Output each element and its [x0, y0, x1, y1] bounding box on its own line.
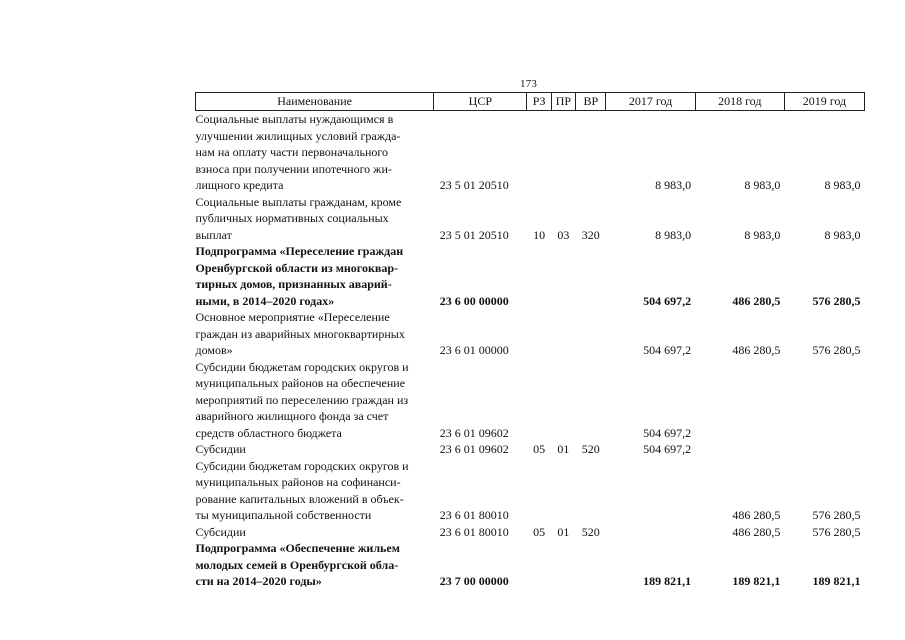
- row-value-2018: 8 983,0: [744, 178, 781, 192]
- row-vr: [576, 309, 606, 359]
- row-name-line: Подпрограмма «Обеспечение жильем: [195, 541, 400, 555]
- row-value-2019: 8 983,0: [824, 227, 861, 242]
- header-rz: РЗ: [527, 93, 551, 111]
- row-value-2017: 504 697,2: [643, 293, 692, 308]
- row-name-line: Субсидии бюджетам городских округов и: [195, 359, 409, 374]
- row-name: [196, 111, 434, 194]
- row-name-line: домов»: [195, 343, 233, 357]
- budget-table: [195, 92, 865, 590]
- row-value-2018: 486 280,5: [732, 508, 781, 522]
- header-vr: ВР: [576, 93, 606, 111]
- row-value-2019: [784, 441, 864, 458]
- row-name-line: Субсидии бюджетам городских округов и: [195, 458, 409, 473]
- row-value-2018: [695, 359, 784, 442]
- table-header: [196, 93, 865, 111]
- row-name: [196, 194, 434, 244]
- row-name: [196, 441, 434, 458]
- row-pr: [551, 458, 575, 524]
- row-rz: [527, 309, 551, 359]
- row-pr: [551, 309, 575, 359]
- row-value-2018: 486 280,5: [732, 524, 781, 539]
- row-value-2019: 576 280,5: [812, 343, 861, 357]
- table-row: [196, 524, 865, 541]
- row-name-line: средств областного бюджета: [195, 425, 342, 440]
- table-row: [196, 540, 865, 590]
- row-csr: 23 5 01 20510: [439, 178, 509, 192]
- row-name-line: Субсидии: [195, 442, 246, 456]
- row-name-line: взноса при получении ипотечного жи-: [195, 161, 392, 176]
- header-csr: ЦСР: [434, 93, 527, 111]
- row-value-2017: 504 697,2: [643, 343, 692, 357]
- row-vr: 520: [581, 442, 600, 456]
- table-row: [196, 458, 865, 524]
- row-name-line: Социальные выплаты нуждающимся в: [195, 112, 394, 126]
- row-rz: 05: [533, 524, 546, 539]
- row-csr: 23 6 01 80010: [439, 524, 509, 539]
- row-name-line: выплат: [195, 227, 232, 242]
- row-name: [196, 359, 434, 442]
- row-name-line: молодых семей в Оренбургской обла-: [195, 557, 399, 572]
- row-name-line: лищного кредита: [195, 178, 284, 192]
- row-vr: [576, 458, 606, 524]
- row-name-line: Основное мероприятие «Переселение: [195, 310, 390, 324]
- row-name: [196, 243, 434, 309]
- row-value-2017: 189 821,1: [643, 574, 692, 588]
- row-vr: [576, 111, 606, 194]
- row-name-line: ты муниципальной собственности: [195, 508, 372, 522]
- row-value-2018: [695, 441, 784, 458]
- row-name-line: Социальные выплаты гражданам, кроме: [195, 194, 402, 209]
- row-name-line: граждан из аварийных многоквартирных: [195, 326, 405, 341]
- row-pr: [551, 540, 575, 590]
- page-number: 173: [520, 78, 538, 90]
- row-value-2018: 486 280,5: [732, 343, 781, 357]
- row-pr: [551, 111, 575, 194]
- table-body: [196, 111, 865, 590]
- row-value-2019: [784, 359, 864, 442]
- row-csr: 23 6 01 09602: [439, 442, 509, 456]
- row-rz: 05: [533, 442, 546, 456]
- row-csr: 23 5 01 20510: [439, 227, 509, 242]
- header-pr: ПР: [551, 93, 575, 111]
- row-rz: 10: [533, 227, 546, 242]
- row-csr: 23 6 01 09602: [439, 425, 509, 440]
- row-name: [196, 458, 434, 524]
- row-name: [196, 540, 434, 590]
- row-value-2018: 486 280,5: [732, 293, 781, 308]
- row-rz: [527, 540, 551, 590]
- row-value-2017: 8 983,0: [655, 227, 692, 242]
- header-2017: 2017 год: [606, 93, 695, 111]
- row-rz: [527, 458, 551, 524]
- table-row: [196, 441, 865, 458]
- row-value-2019: 189 821,1: [812, 574, 861, 588]
- row-name-line: тирных домов, признанных аварий-: [195, 277, 392, 291]
- row-csr: 23 6 01 80010: [439, 508, 509, 522]
- row-vr: [576, 540, 606, 590]
- table-row: [196, 359, 865, 442]
- row-name-line: публичных нормативных социальных: [195, 211, 389, 225]
- row-value-2019: 576 280,5: [812, 293, 861, 308]
- row-rz: [527, 111, 551, 194]
- row-value-2017: [606, 458, 695, 524]
- row-value-2018: 8 983,0: [744, 227, 781, 242]
- row-name-line: Субсидии: [195, 524, 246, 539]
- row-name-line: улучшении жилищных условий гражда-: [195, 128, 401, 143]
- row-name-line: мероприятий по переселению граждан из: [195, 392, 409, 407]
- row-pr: [551, 243, 575, 309]
- row-value-2017: 8 983,0: [655, 178, 692, 192]
- row-name: [196, 309, 434, 359]
- row-value-2019: 576 280,5: [812, 508, 861, 522]
- row-vr: [576, 243, 606, 309]
- row-csr: 23 6 00 00000: [439, 293, 509, 308]
- row-name: [196, 524, 434, 541]
- header-2018: 2018 год: [695, 93, 784, 111]
- row-pr: [551, 359, 575, 442]
- row-name-line: рование капитальных вложений в объек-: [195, 491, 404, 506]
- table-row: [196, 243, 865, 309]
- row-name-line: Оренбургской области из многоквар-: [195, 260, 399, 275]
- row-name-line: муниципальных районов на обеспечение: [195, 376, 406, 390]
- row-name-line: нам на оплату части первоначального: [195, 145, 389, 159]
- row-pr: 01: [557, 442, 570, 456]
- row-vr: [576, 359, 606, 442]
- header-2019: 2019 год: [784, 93, 864, 111]
- row-csr: 23 6 01 00000: [439, 343, 509, 357]
- row-value-2018: 189 821,1: [732, 574, 781, 588]
- row-value-2019: 576 280,5: [812, 524, 861, 539]
- row-value-2019: 8 983,0: [824, 178, 861, 192]
- row-rz: [527, 243, 551, 309]
- row-value-2017: 504 697,2: [643, 425, 692, 440]
- row-name-line: сти на 2014–2020 годы»: [195, 574, 322, 588]
- table-row: [196, 309, 865, 359]
- header-name: Наименование: [196, 93, 434, 111]
- row-vr: 520: [581, 524, 600, 539]
- row-vr: 320: [581, 227, 600, 242]
- table-row: [196, 111, 865, 194]
- budget-table-container: [195, 92, 865, 590]
- table-row: [196, 194, 865, 244]
- row-name-line: аварийного жилищного фонда за счет: [195, 409, 389, 423]
- row-pr: 03: [557, 227, 570, 242]
- row-name-line: муниципальных районов на софинанси-: [195, 475, 401, 489]
- row-name-line: ными, в 2014–2020 годах»: [195, 293, 335, 308]
- row-pr: 01: [557, 524, 570, 539]
- row-value-2017: [606, 524, 695, 541]
- row-name-line: Подпрограмма «Переселение граждан: [195, 244, 404, 258]
- row-csr: 23 7 00 00000: [439, 574, 509, 588]
- row-rz: [527, 359, 551, 442]
- row-value-2017: 504 697,2: [643, 442, 692, 456]
